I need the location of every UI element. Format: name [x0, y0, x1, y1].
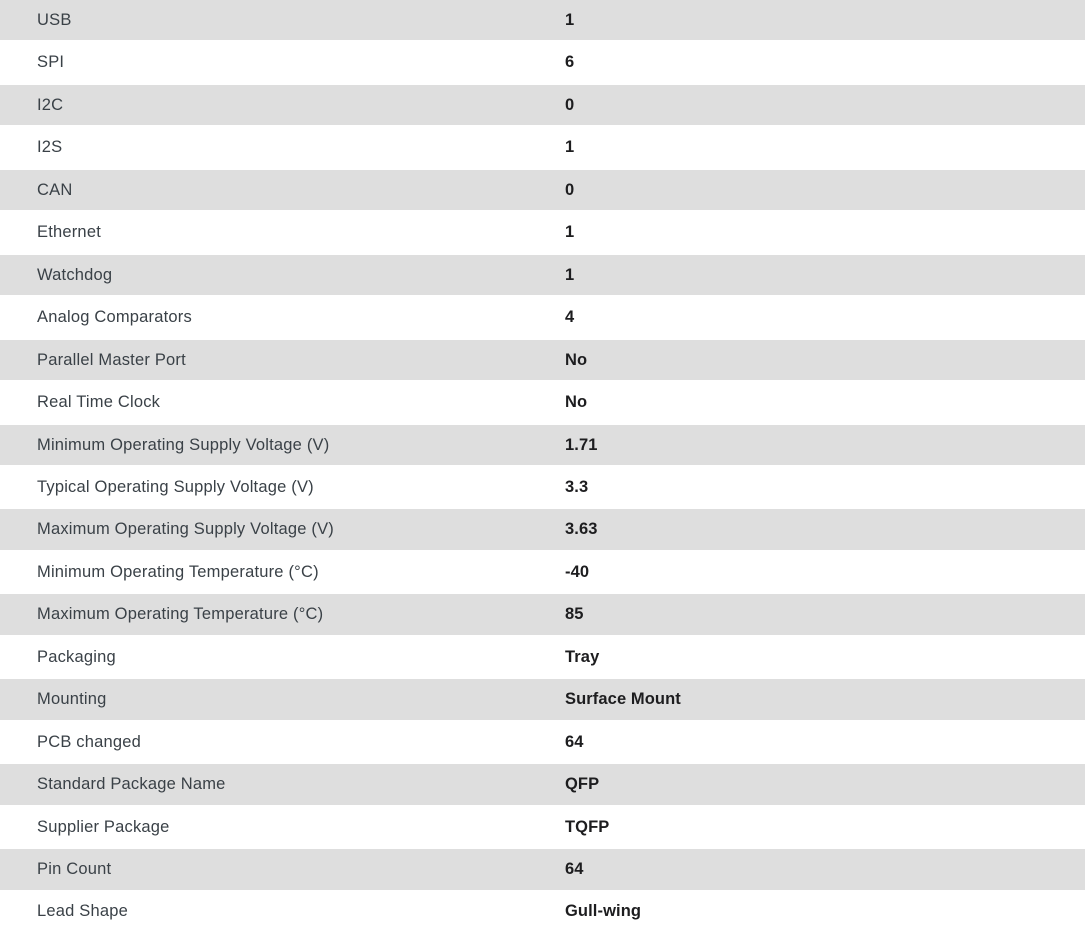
- spec-row: [0, 0, 1085, 42]
- spec-label: Standard Package Name: [37, 775, 226, 794]
- spec-row: [0, 507, 1085, 551]
- spec-row: [0, 592, 1085, 636]
- spec-row: [0, 467, 1085, 507]
- spec-label: SPI: [37, 53, 65, 72]
- spec-value: 1: [565, 265, 575, 284]
- spec-label: CAN: [37, 180, 73, 199]
- spec-row: [0, 807, 1085, 847]
- spec-label: Minimum Operating Supply Voltage (V): [37, 435, 330, 454]
- spec-label: Real Time Clock: [37, 393, 161, 412]
- spec-row: [0, 423, 1085, 467]
- spec-label: Lead Shape: [37, 902, 129, 921]
- spec-label: Minimum Operating Temperature (°C): [37, 562, 319, 581]
- spec-row: [0, 762, 1085, 806]
- spec-row: [0, 253, 1085, 297]
- spec-value: No: [565, 393, 588, 412]
- spec-row: [0, 847, 1085, 891]
- spec-label: Watchdog: [37, 265, 113, 284]
- spec-row: [0, 212, 1085, 252]
- spec-value: 3.3: [565, 477, 589, 496]
- spec-value: 1: [565, 223, 575, 242]
- spec-value: 1.71: [565, 435, 598, 454]
- spec-value: Surface Mount: [565, 690, 681, 709]
- spec-row: [0, 382, 1085, 422]
- spec-row: [0, 83, 1085, 127]
- spec-value: 6: [565, 53, 575, 72]
- spec-label: Parallel Master Port: [37, 350, 186, 369]
- spec-value: No: [565, 350, 588, 369]
- spec-row: [0, 168, 1085, 212]
- spec-label: PCB changed: [37, 732, 142, 751]
- spec-label: Pin Count: [37, 860, 112, 879]
- spec-row: [0, 42, 1085, 82]
- spec-label: Maximum Operating Supply Voltage (V): [37, 520, 334, 539]
- spec-value: QFP: [565, 775, 600, 794]
- spec-row: [0, 552, 1085, 592]
- spec-row: [0, 127, 1085, 167]
- spec-label: I2S: [37, 138, 63, 157]
- spec-value: 1: [565, 10, 575, 29]
- spec-value: Gull-wing: [565, 902, 642, 921]
- spec-value: 3.63: [565, 520, 598, 539]
- spec-value: 64: [565, 732, 584, 751]
- spec-label: Supplier Package: [37, 817, 170, 836]
- spec-label: Analog Comparators: [37, 308, 192, 327]
- spec-label: Packaging: [37, 647, 116, 666]
- spec-value: 1: [565, 138, 575, 157]
- spec-row: [0, 892, 1085, 932]
- spec-label: USB: [37, 10, 72, 29]
- spec-row: [0, 722, 1085, 762]
- spec-value: Tray: [565, 647, 600, 666]
- spec-value: 85: [565, 605, 584, 624]
- spec-label: Typical Operating Supply Voltage (V): [37, 477, 314, 496]
- spec-value: 4: [565, 308, 575, 327]
- spec-value: -40: [565, 562, 590, 581]
- spec-label: Maximum Operating Temperature (°C): [37, 605, 324, 624]
- spec-value: TQFP: [565, 817, 610, 836]
- spec-label: Ethernet: [37, 223, 101, 242]
- spec-row: [0, 338, 1085, 382]
- spec-row: [0, 677, 1085, 721]
- spec-row: [0, 297, 1085, 337]
- spec-label: I2C: [37, 95, 64, 114]
- spec-row: [0, 637, 1085, 677]
- spec-value: 0: [565, 180, 575, 199]
- spec-value: 64: [565, 860, 584, 879]
- spec-value: 0: [565, 95, 575, 114]
- spec-label: Mounting: [37, 690, 107, 709]
